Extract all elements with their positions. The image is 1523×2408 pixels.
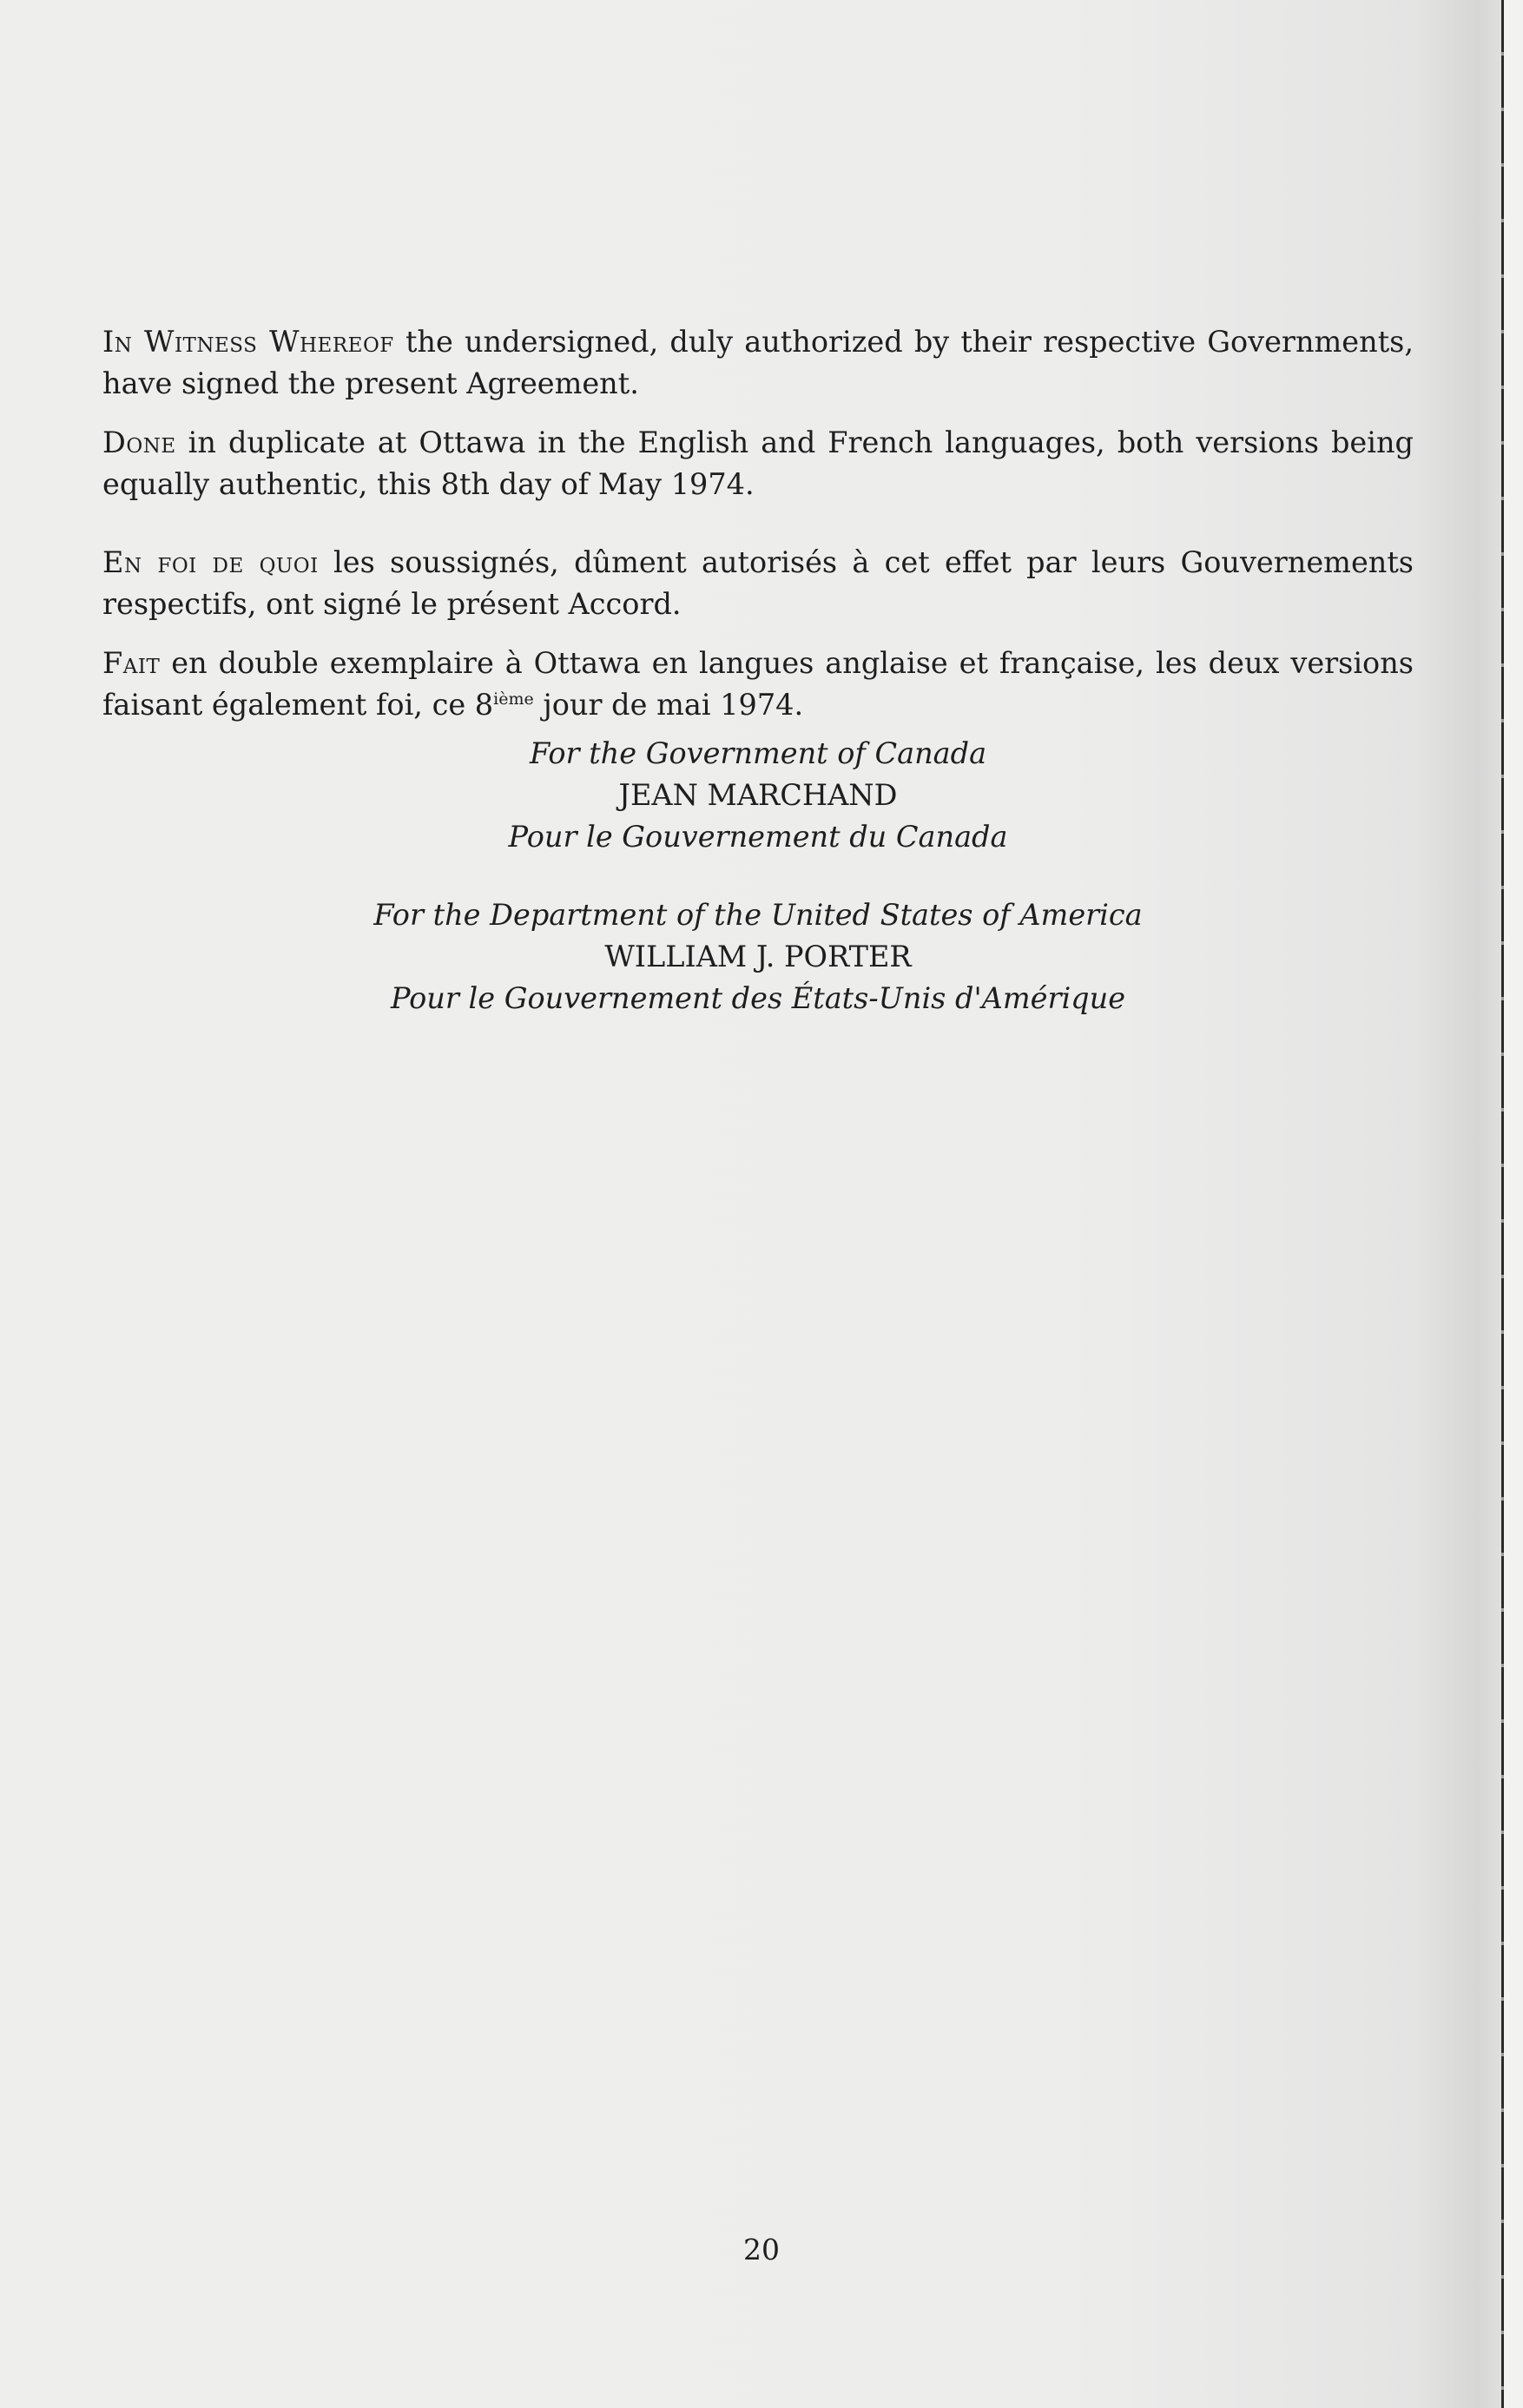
- paragraph-text: in duplicate at Ottawa in the English and French languages, both versions being equally authentic, this 8th day of May 1974.: [102, 426, 1414, 501]
- signatory-heading-fr: Pour le Gouvernement du Canada: [508, 820, 1008, 854]
- signatory-name: WILLIAM J. PORTER: [604, 940, 912, 973]
- paragraph-lead: Fait: [102, 646, 161, 680]
- signatory-heading-en: For the Government of Canada: [529, 736, 987, 770]
- paragraph-text: the undersigned, duly authorized by their respective Governments, have signed the present Agreement.: [102, 325, 1414, 400]
- ordinal-superscript: ième: [493, 689, 534, 709]
- signatory-heading-fr: Pour le Gouvernement des États-Unis d'Amérique: [390, 981, 1126, 1015]
- witness-paragraph-en: [102, 321, 1414, 405]
- witness-paragraph-fr: [102, 542, 1414, 625]
- paragraph-lead: In Witness Whereof: [102, 325, 394, 359]
- page-edge: [1504, 0, 1523, 2408]
- binding-spine: [1501, 0, 1504, 2408]
- page-number: 20: [743, 2233, 780, 2266]
- done-paragraph-en: [102, 422, 1414, 505]
- signature-block-canada: [102, 733, 1414, 858]
- document-body: [102, 321, 1414, 1019]
- signatory-name: JEAN MARCHAND: [618, 778, 898, 812]
- paragraph-text: en double exemplaire à Ottawa en langues anglaise et française, les deux versions faisant également foi, ce 8: [102, 646, 1414, 722]
- paragraph-text: jour de mai 1974.: [543, 688, 804, 722]
- signatory-heading-en: For the Department of the United States of America: [373, 898, 1143, 932]
- paragraph-lead: Done: [102, 426, 176, 459]
- paragraph-lead: En foi de quoi: [102, 545, 319, 579]
- paragraph-text: les soussignés, dûment autorisés à cet effet par leurs Gouvernements respectifs, ont signé le présent Accord.: [102, 545, 1414, 621]
- signature-block-usa: [102, 894, 1414, 1019]
- done-paragraph-fr: [102, 643, 1414, 726]
